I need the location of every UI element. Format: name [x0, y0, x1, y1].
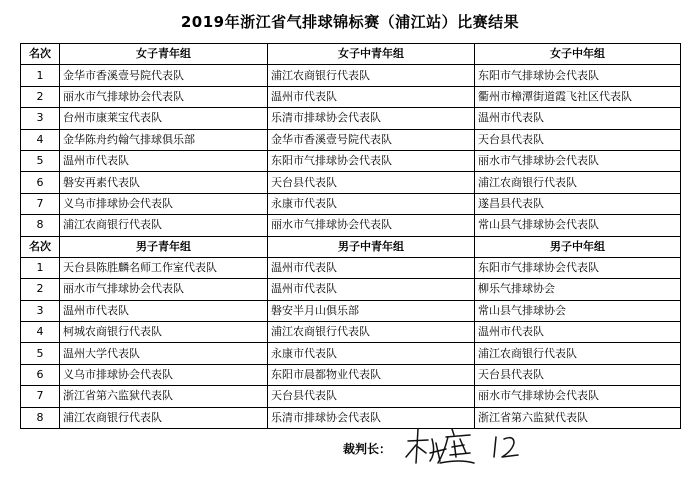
team-cell: 常山县气排球协会代表队 — [475, 215, 681, 236]
team-cell: 浙江省第六监狱代表队 — [60, 386, 268, 407]
team-cell: 东阳市气排球协会代表队 — [475, 257, 681, 278]
women-header-row — [21, 44, 681, 65]
team-cell: 浦江农商银行代表队 — [60, 407, 268, 428]
team-cell: 丽水市气排球协会代表队 — [475, 386, 681, 407]
team-cell: 金华陈舟约翰气排球俱乐部 — [60, 129, 268, 150]
results-table — [20, 43, 681, 429]
team-cell: 浙江省第六监狱代表队 — [475, 407, 681, 428]
team-cell: 义乌市排球协会代表队 — [60, 364, 268, 385]
table-row — [21, 364, 681, 385]
rank-cell: 1 — [21, 65, 60, 86]
team-cell: 温州市代表队 — [475, 108, 681, 129]
team-cell: 义乌市排球协会代表队 — [60, 193, 268, 214]
team-cell: 浦江农商银行代表队 — [475, 172, 681, 193]
team-cell: 乐清市排球协会代表队 — [268, 407, 475, 428]
team-cell: 丽水市气排球协会代表队 — [60, 86, 268, 107]
rank-cell: 5 — [21, 150, 60, 171]
table-row — [21, 215, 681, 236]
team-cell: 天台县陈胜麟名师工作室代表队 — [60, 257, 268, 278]
referee-label: 裁判长： — [343, 442, 392, 456]
team-cell: 乐清市排球协会代表队 — [268, 108, 475, 129]
table-row — [21, 172, 681, 193]
team-cell: 柯城农商银行代表队 — [60, 322, 268, 343]
men-header-cell: 男子青年组 — [60, 236, 268, 257]
table-row — [21, 300, 681, 321]
team-cell: 丽水市气排球协会代表队 — [60, 279, 268, 300]
rank-cell: 2 — [21, 86, 60, 107]
rank-cell: 5 — [21, 343, 60, 364]
team-cell: 金华市香溪壹号院代表队 — [268, 129, 475, 150]
team-cell: 温州市代表队 — [268, 279, 475, 300]
women-header-cell: 女子中青年组 — [268, 44, 475, 65]
table-row — [21, 65, 681, 86]
table-row — [21, 108, 681, 129]
team-cell: 温州市代表队 — [60, 300, 268, 321]
rank-cell: 1 — [21, 257, 60, 278]
table-row — [21, 407, 681, 428]
team-cell: 丽水市气排球协会代表队 — [475, 150, 681, 171]
table-row — [21, 343, 681, 364]
team-cell: 温州大学代表队 — [60, 343, 268, 364]
team-cell: 遂昌县代表队 — [475, 193, 681, 214]
team-cell: 天台县代表队 — [475, 364, 681, 385]
team-cell: 衢州市樟潭街道霞飞社区代表队 — [475, 86, 681, 107]
table-row — [21, 257, 681, 278]
table-row — [21, 150, 681, 171]
rank-cell: 6 — [21, 172, 60, 193]
team-cell: 温州市代表队 — [475, 322, 681, 343]
rank-cell: 2 — [21, 279, 60, 300]
team-cell: 磐安半月山俱乐部 — [268, 300, 475, 321]
team-cell: 温州市代表队 — [60, 150, 268, 171]
rank-cell: 7 — [21, 193, 60, 214]
team-cell: 浦江农商银行代表队 — [475, 343, 681, 364]
team-cell: 金华市香溪壹号院代表队 — [60, 65, 268, 86]
rank-cell: 3 — [21, 300, 60, 321]
team-cell: 柳乐气排球协会 — [475, 279, 681, 300]
table-row — [21, 322, 681, 343]
team-cell: 温州市代表队 — [268, 86, 475, 107]
rank-cell: 4 — [21, 322, 60, 343]
team-cell: 东阳市晨都物业代表队 — [268, 364, 475, 385]
women-header-cell: 名次 — [21, 44, 60, 65]
men-header-cell: 男子中青年组 — [268, 236, 475, 257]
men-header-row — [21, 236, 681, 257]
rank-cell: 8 — [21, 215, 60, 236]
table-row — [21, 279, 681, 300]
team-cell: 丽水市气排球协会代表队 — [268, 215, 475, 236]
team-cell: 天台县代表队 — [268, 386, 475, 407]
rank-cell: 4 — [21, 129, 60, 150]
table-row — [21, 86, 681, 107]
table-row — [21, 129, 681, 150]
team-cell: 温州市代表队 — [268, 257, 475, 278]
rank-cell: 8 — [21, 407, 60, 428]
team-cell: 浦江农商银行代表队 — [268, 322, 475, 343]
page-title: 2019年浙江省气排球锦标赛（浦江站）比赛结果 — [180, 13, 520, 31]
table-row — [21, 386, 681, 407]
team-cell: 台州市康莱宝代表队 — [60, 108, 268, 129]
team-cell: 永康市代表队 — [268, 193, 475, 214]
women-header-cell: 女子青年组 — [60, 44, 268, 65]
team-cell: 天台县代表队 — [268, 172, 475, 193]
team-cell: 浦江农商银行代表队 — [60, 215, 268, 236]
team-cell: 东阳市气排球协会代表队 — [268, 150, 475, 171]
men-header-cell: 名次 — [21, 236, 60, 257]
team-cell: 磐安再素代表队 — [60, 172, 268, 193]
rank-cell: 3 — [21, 108, 60, 129]
rank-cell: 7 — [21, 386, 60, 407]
team-cell: 东阳市气排球协会代表队 — [475, 65, 681, 86]
referee-signature — [400, 423, 530, 467]
team-cell: 永康市代表队 — [268, 343, 475, 364]
team-cell: 天台县代表队 — [475, 129, 681, 150]
women-header-cell: 女子中年组 — [475, 44, 681, 65]
men-header-cell: 男子中年组 — [475, 236, 681, 257]
team-cell: 浦江农商银行代表队 — [268, 65, 475, 86]
rank-cell: 6 — [21, 364, 60, 385]
table-row — [21, 193, 681, 214]
team-cell: 常山县气排球协会 — [475, 300, 681, 321]
